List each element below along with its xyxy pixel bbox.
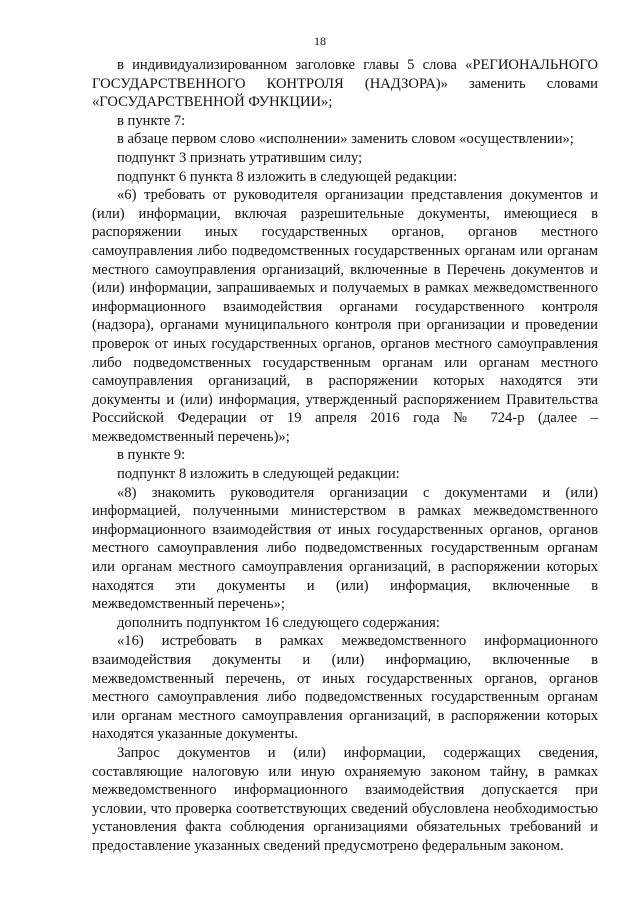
- paragraph-point-7: в пункте 7:: [117, 112, 186, 129]
- paragraph-subpoint-6-text: «6) требовать от руководителя организации представления документов и (или) информации, включая разрешительные документы, имеющиеся в распоряжении иных государственных органов, органов местного самоуправления либо подведомственных государственных органам или органам местного самоуправления организаций, включенные в Перечень документов и (или) информации, запрашиваемых и получаемых в рамках межведомственного информационного взаимодействия органами государственного контроля (надзора), органами муниципального контроля при организации и проведении проверок от иных государственных органов, органов местного самоуправления либо подведомственных государственным органам или органам местного самоуправления организаций, в распоряжении которых находятся эти документы и (или) информация, утвержденный распоряжением Правительства Российской Федерации от 19 апреля 2016 года № 724-р (далее – межведомственный перечень)»;: [92, 187, 598, 445]
- paragraph-subpoint-3: подпункт 3 признать утратившим силу;: [117, 149, 363, 166]
- paragraph-subpoint-16-text: «16) истребовать в рамках межведомственного информационного взаимодействия документы и (или) информацию, включенные в межведомственный перечень, от иных государственных органов, органов местного самоуправления либо подведомственных государственным органам или органам местного самоуправления организаций, в распоряжении которых находятся указанные документы.: [92, 633, 598, 743]
- paragraph-point-9: в пункте 9:: [117, 447, 186, 464]
- paragraph-subpoint-8-text: «8) знакомить руководителя организации с документами и (или) информацией, полученными министерством в рамках межведомственного информационного взаимодействия от иных государственных органов, органов местного самоуправления либо подведомственных государственным органам или органам местного самоуправления организаций, в распоряжении которых находятся эти документы и (или) информация, включенные в межведомственный перечень»;: [92, 484, 598, 613]
- paragraph-request-conditions: Запрос документов и (или) информации, содержащих сведения, составляющие налоговую или иную охраняемую законом тайну, в рамках межведомственного информационного взаимодействия допускается при условии, что проверка соответствующих сведений обусловлена необходимостью установления факта соблюдения организациями обязательных требований и предоставление указанных сведений предусмотрено федеральным законом.: [92, 744, 598, 854]
- page-number: 18: [314, 34, 326, 48]
- paragraph-subpoint-8-intro: подпункт 8 изложить в следующей редакции:: [117, 466, 400, 483]
- paragraph-subpoint-16-intro: дополнить подпунктом 16 следующего содержания:: [117, 614, 440, 631]
- document-body: [92, 56, 598, 856]
- paragraph-first-abzac: в абзаце первом слово «исполнении» заменить словом «осуществлении»;: [117, 131, 574, 148]
- paragraph-chapter-title-replace: в индивидуализированном заголовке главы 5 слова «РЕГИОНАЛЬНОГО ГОСУДАРСТВЕННОГО КОНТРОЛЯ (НАДЗОРА)» заменить словами «ГОСУДАРСТВЕННОЙ ФУНКЦИИ»;: [92, 57, 598, 111]
- paragraph-subpoint-6-intro: подпункт 6 пункта 8 изложить в следующей редакции:: [117, 168, 458, 185]
